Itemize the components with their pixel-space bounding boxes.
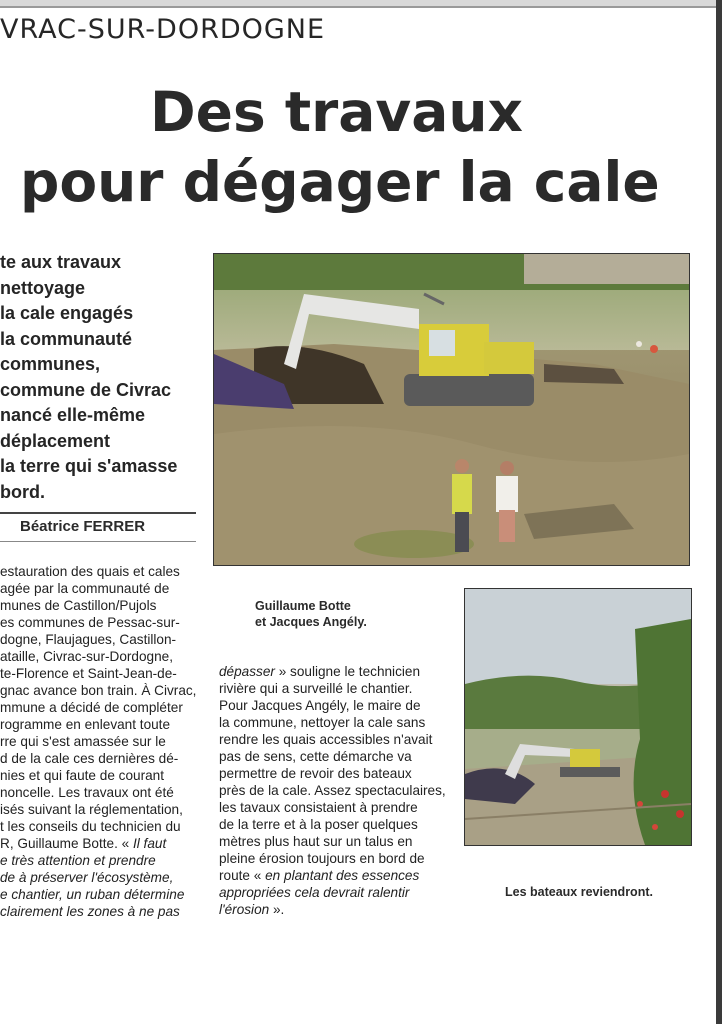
text-line: les tavaux consistaient à prendre bbox=[219, 800, 418, 815]
text-line: de à préserver l'écosystème, bbox=[0, 870, 174, 885]
lede-line: nancé elle-même bbox=[0, 405, 146, 425]
lede-line: nettoyage bbox=[0, 277, 86, 298]
text-line: munes de Castillon/Pujols bbox=[0, 598, 157, 613]
second-photo bbox=[464, 588, 692, 846]
quay-view-photo bbox=[465, 589, 691, 845]
lede-line: la communauté bbox=[0, 328, 133, 349]
text-line: agée par la communauté de bbox=[0, 581, 170, 596]
text-line: dogne, Flaujagues, Castillon- bbox=[0, 632, 177, 647]
text-line: Pour Jacques Angély, le maire de bbox=[219, 698, 421, 713]
text-line: e très attention et prendre bbox=[0, 853, 156, 868]
text-line: t les conseils du technicien du bbox=[0, 819, 181, 834]
headline-line-2: pour dégager la cale bbox=[20, 150, 660, 214]
text-line: estauration des quais et cales bbox=[0, 564, 180, 579]
text-line: permettre de revoir des bateaux bbox=[219, 766, 412, 781]
text-line: d de la cale ces dernières dé- bbox=[0, 751, 179, 766]
text-line: nies et qui faute de courant bbox=[0, 768, 164, 783]
text-line: route « en plantant des essences bbox=[219, 868, 420, 883]
text-line: es communes de Pessac-sur- bbox=[0, 615, 180, 630]
text-line: appropriées cela devrait ralentir bbox=[219, 885, 410, 900]
text-line: près de la cale. Assez spectaculaires, bbox=[219, 783, 446, 798]
lede-line: te aux travaux bbox=[0, 252, 122, 272]
caption-line-1: Guillaume Botte bbox=[255, 599, 351, 613]
scan-edge bbox=[716, 0, 722, 1024]
lede-line: la cale engagés bbox=[0, 303, 134, 323]
lede-line: communes, bbox=[0, 354, 101, 374]
lede-line: commune de Civrac bbox=[0, 379, 172, 400]
text-line: e chantier, un ruban détermine bbox=[0, 887, 185, 902]
lede-line: déplacement bbox=[0, 430, 111, 451]
text-line: noncelle. Les travaux ont été bbox=[0, 785, 174, 800]
second-photo-caption: Les bateaux reviendront. bbox=[505, 885, 653, 899]
text-line: la commune, nettoyer la cale sans bbox=[219, 715, 426, 730]
byline: Béatrice FERRER bbox=[20, 518, 146, 535]
text-line: te-Florence et Saint-Jean-de- bbox=[0, 666, 177, 681]
lede-line: la terre qui s'amasse bbox=[0, 456, 178, 476]
text-line: rendre les quais accessibles n'avait bbox=[219, 732, 433, 747]
text-line: pleine érosion toujours en bord de bbox=[219, 851, 425, 866]
byline-divider bbox=[0, 541, 196, 542]
text-line: rivière qui a surveillé le chantier. bbox=[219, 681, 413, 696]
text-line: R, Guillaume Botte. « Il faut bbox=[0, 836, 167, 851]
text-line: ataille, Civrac-sur-Dordogne, bbox=[0, 649, 174, 664]
text-line: rogramme en enlevant toute bbox=[0, 717, 171, 732]
lede-line: bord. bbox=[0, 481, 45, 502]
article-column-2 bbox=[219, 663, 449, 928]
text-line: de la terre et à la poser quelques bbox=[219, 817, 418, 832]
text-line: gnac avance bon train. À Civrac, bbox=[0, 683, 197, 698]
text-line: mmune a décidé de compléter bbox=[0, 700, 183, 715]
lede-paragraph bbox=[0, 250, 205, 515]
text-line: l'érosion ». bbox=[219, 902, 285, 917]
text-line: clairement les zones à ne pas bbox=[0, 904, 180, 919]
headline-line-1: Des travaux bbox=[150, 80, 523, 144]
byline-rule bbox=[0, 512, 196, 514]
text-line: dépasser » souligne le technicien bbox=[219, 664, 421, 679]
main-photo bbox=[213, 253, 690, 566]
article-column-1 bbox=[0, 563, 200, 923]
text-line: mètres plus haut sur un talus en bbox=[219, 834, 413, 849]
text-line: pas de sens, cette démarche va bbox=[219, 749, 412, 764]
caption-line-2: et Jacques Angély. bbox=[255, 615, 367, 629]
excavator-riverbank-photo bbox=[214, 254, 689, 565]
section-title: VRAC-SUR-DORDOGNE bbox=[0, 14, 326, 45]
main-photo-caption bbox=[255, 598, 445, 634]
text-line: rre qui s'est amassée sur le bbox=[0, 734, 166, 749]
top-border bbox=[0, 6, 722, 8]
text-line: isés suivant la réglementation, bbox=[0, 802, 183, 817]
